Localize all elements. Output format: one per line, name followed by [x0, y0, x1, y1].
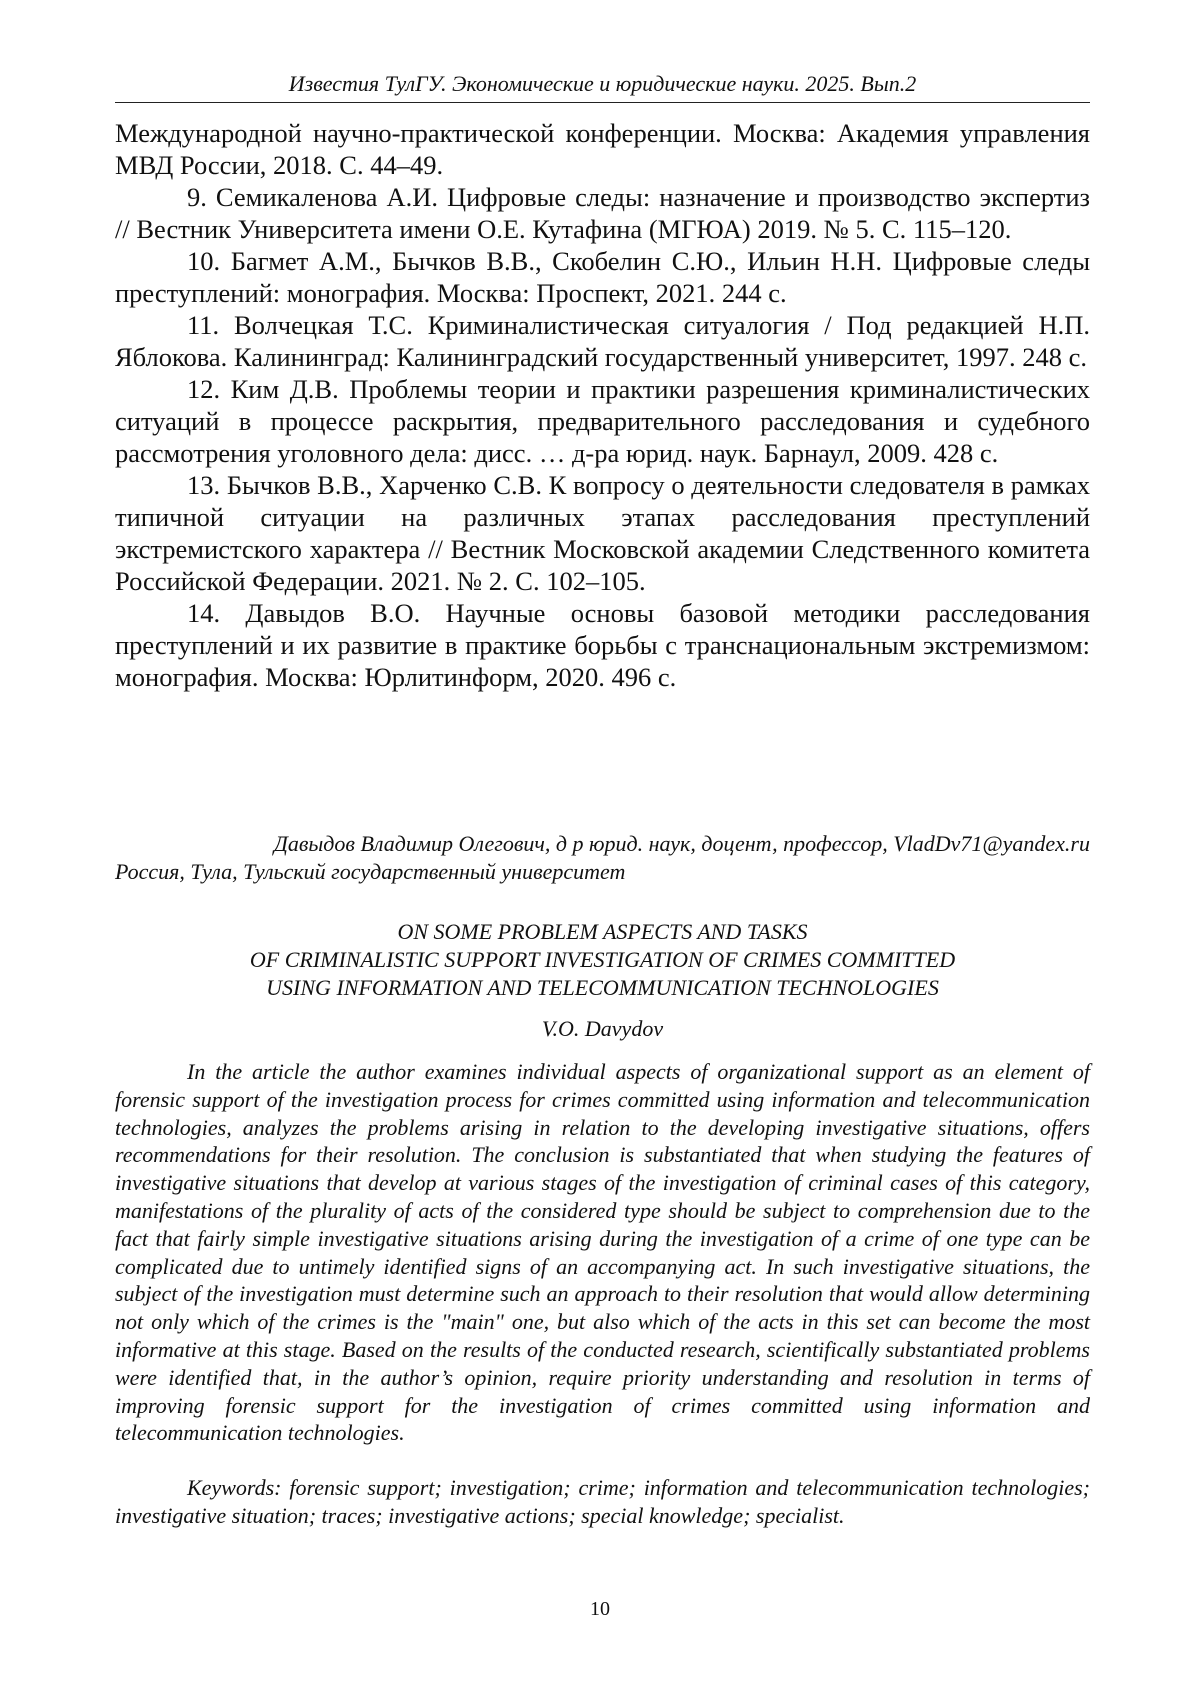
english-keywords: Keywords: forensic support; investigation; crime; information and telecommunication technologies; investigative situation; traces; investigative actions; special knowledge; specialist. [115, 1475, 1090, 1528]
english-title-line: USING INFORMATION AND TELECOMMUNICATION TECHNOLOGIES [266, 975, 939, 1000]
author-info [115, 830, 1090, 886]
english-author: V.O. Davydov [541, 1016, 664, 1041]
reference-item: 14. Давыдов В.О. Научные основы базовой методики расследования преступлений и их развитие в практике борьбы с транснациональным экстремизмом: монография. Москва: Юрлитинформ, 2020. 496 с. [115, 598, 1090, 692]
reference-item: 12. Ким Д.В. Проблемы теории и практики разрешения криминалистических ситуаций в процессе раскрытия, предварительного расследования и судебного рассмотрения уголовного дела: дисс. … д-ра юрид. наук. Барнаул, 2009. 428 с. [115, 374, 1090, 468]
reference-item: 10. Багмет А.М., Бычков В.В., Скобелин С.Ю., Ильин Н.Н. Цифровые следы преступлений: монография. Москва: Проспект, 2021. 244 с. [115, 246, 1090, 308]
english-title-line: OF CRIMINALISTIC SUPPORT INVESTIGATION OF CRIMES COMMITTED [249, 947, 956, 972]
page-number: 10 [590, 1598, 610, 1620]
reference-list [115, 117, 1090, 693]
reference-item: 13. Бычков В.В., Харченко С.В. К вопросу о деятельности следователя в рамках типичной ситуации на различных этапах расследования преступлений экстремистского характера // Вестник Московской академии Следственного комитета Российской Федерации. 2021. № 2. С. 102–105. [115, 470, 1090, 596]
english-abstract: In the article the author examines individual aspects of organizational support as an element of forensic support of the investigation process for crimes committed using information and telecommunication technologies, analyzes the problems arising in relation to the developing investigative situations, offers recommendations for their resolution. The conclusion is substantiated that when studying the features of investigative situations that develop at various stages of the investigation of criminal cases of this category, manifestations of the plurality of acts of the considered type should be subject to comprehension due to the fact that fairly simple investigative situations arising during the investigation of a crime of one type can be complicated due to untimely identified signs of an accompanying act. In such investigative situations, the subject of the investigation must determine such an approach to their resolution that would allow determining not only which of the crimes is the "main" one, but also which of the acts in this set can become the most informative at this stage. Based on the results of the conducted research, scientifically substantiated problems were identified that, in the author’s opinion, require priority understanding and resolution in terms of improving forensic support for the investigation of crimes committed using information and telecommunication technologies. [115, 1059, 1090, 1446]
english-title-line: ON SOME PROBLEM ASPECTS AND TASKS [397, 919, 808, 944]
reference-item: Международной научно-практической конференции. Москва: Академия управления МВД России, 2018. С. 44–49. [115, 118, 1090, 180]
reference-item: 11. Волчецкая Т.С. Криминалистическая ситуалогия / Под редакцией Н.П. Яблокова. Калининград: Калининградский государственный университет, 1997. 248 с. [115, 310, 1090, 372]
running-header: Известия ТулГУ. Экономические и юридические науки. 2025. Вып.2 [115, 70, 1090, 103]
author-affiliation: Россия, Тула, Тульский государственный университет [115, 859, 626, 884]
reference-item: 9. Семикаленова А.И. Цифровые следы: назначение и производство экспертиз // Вестник Университета имени О.Е. Кутафина (МГЮА) 2019. № 5. С. 115–120. [115, 182, 1090, 244]
author-details: Давыдов Владимир Олегович, д р юрид. наук, доцент, профессор, VladDv71@yandex.ru [273, 831, 1090, 856]
english-title [115, 918, 1090, 1002]
